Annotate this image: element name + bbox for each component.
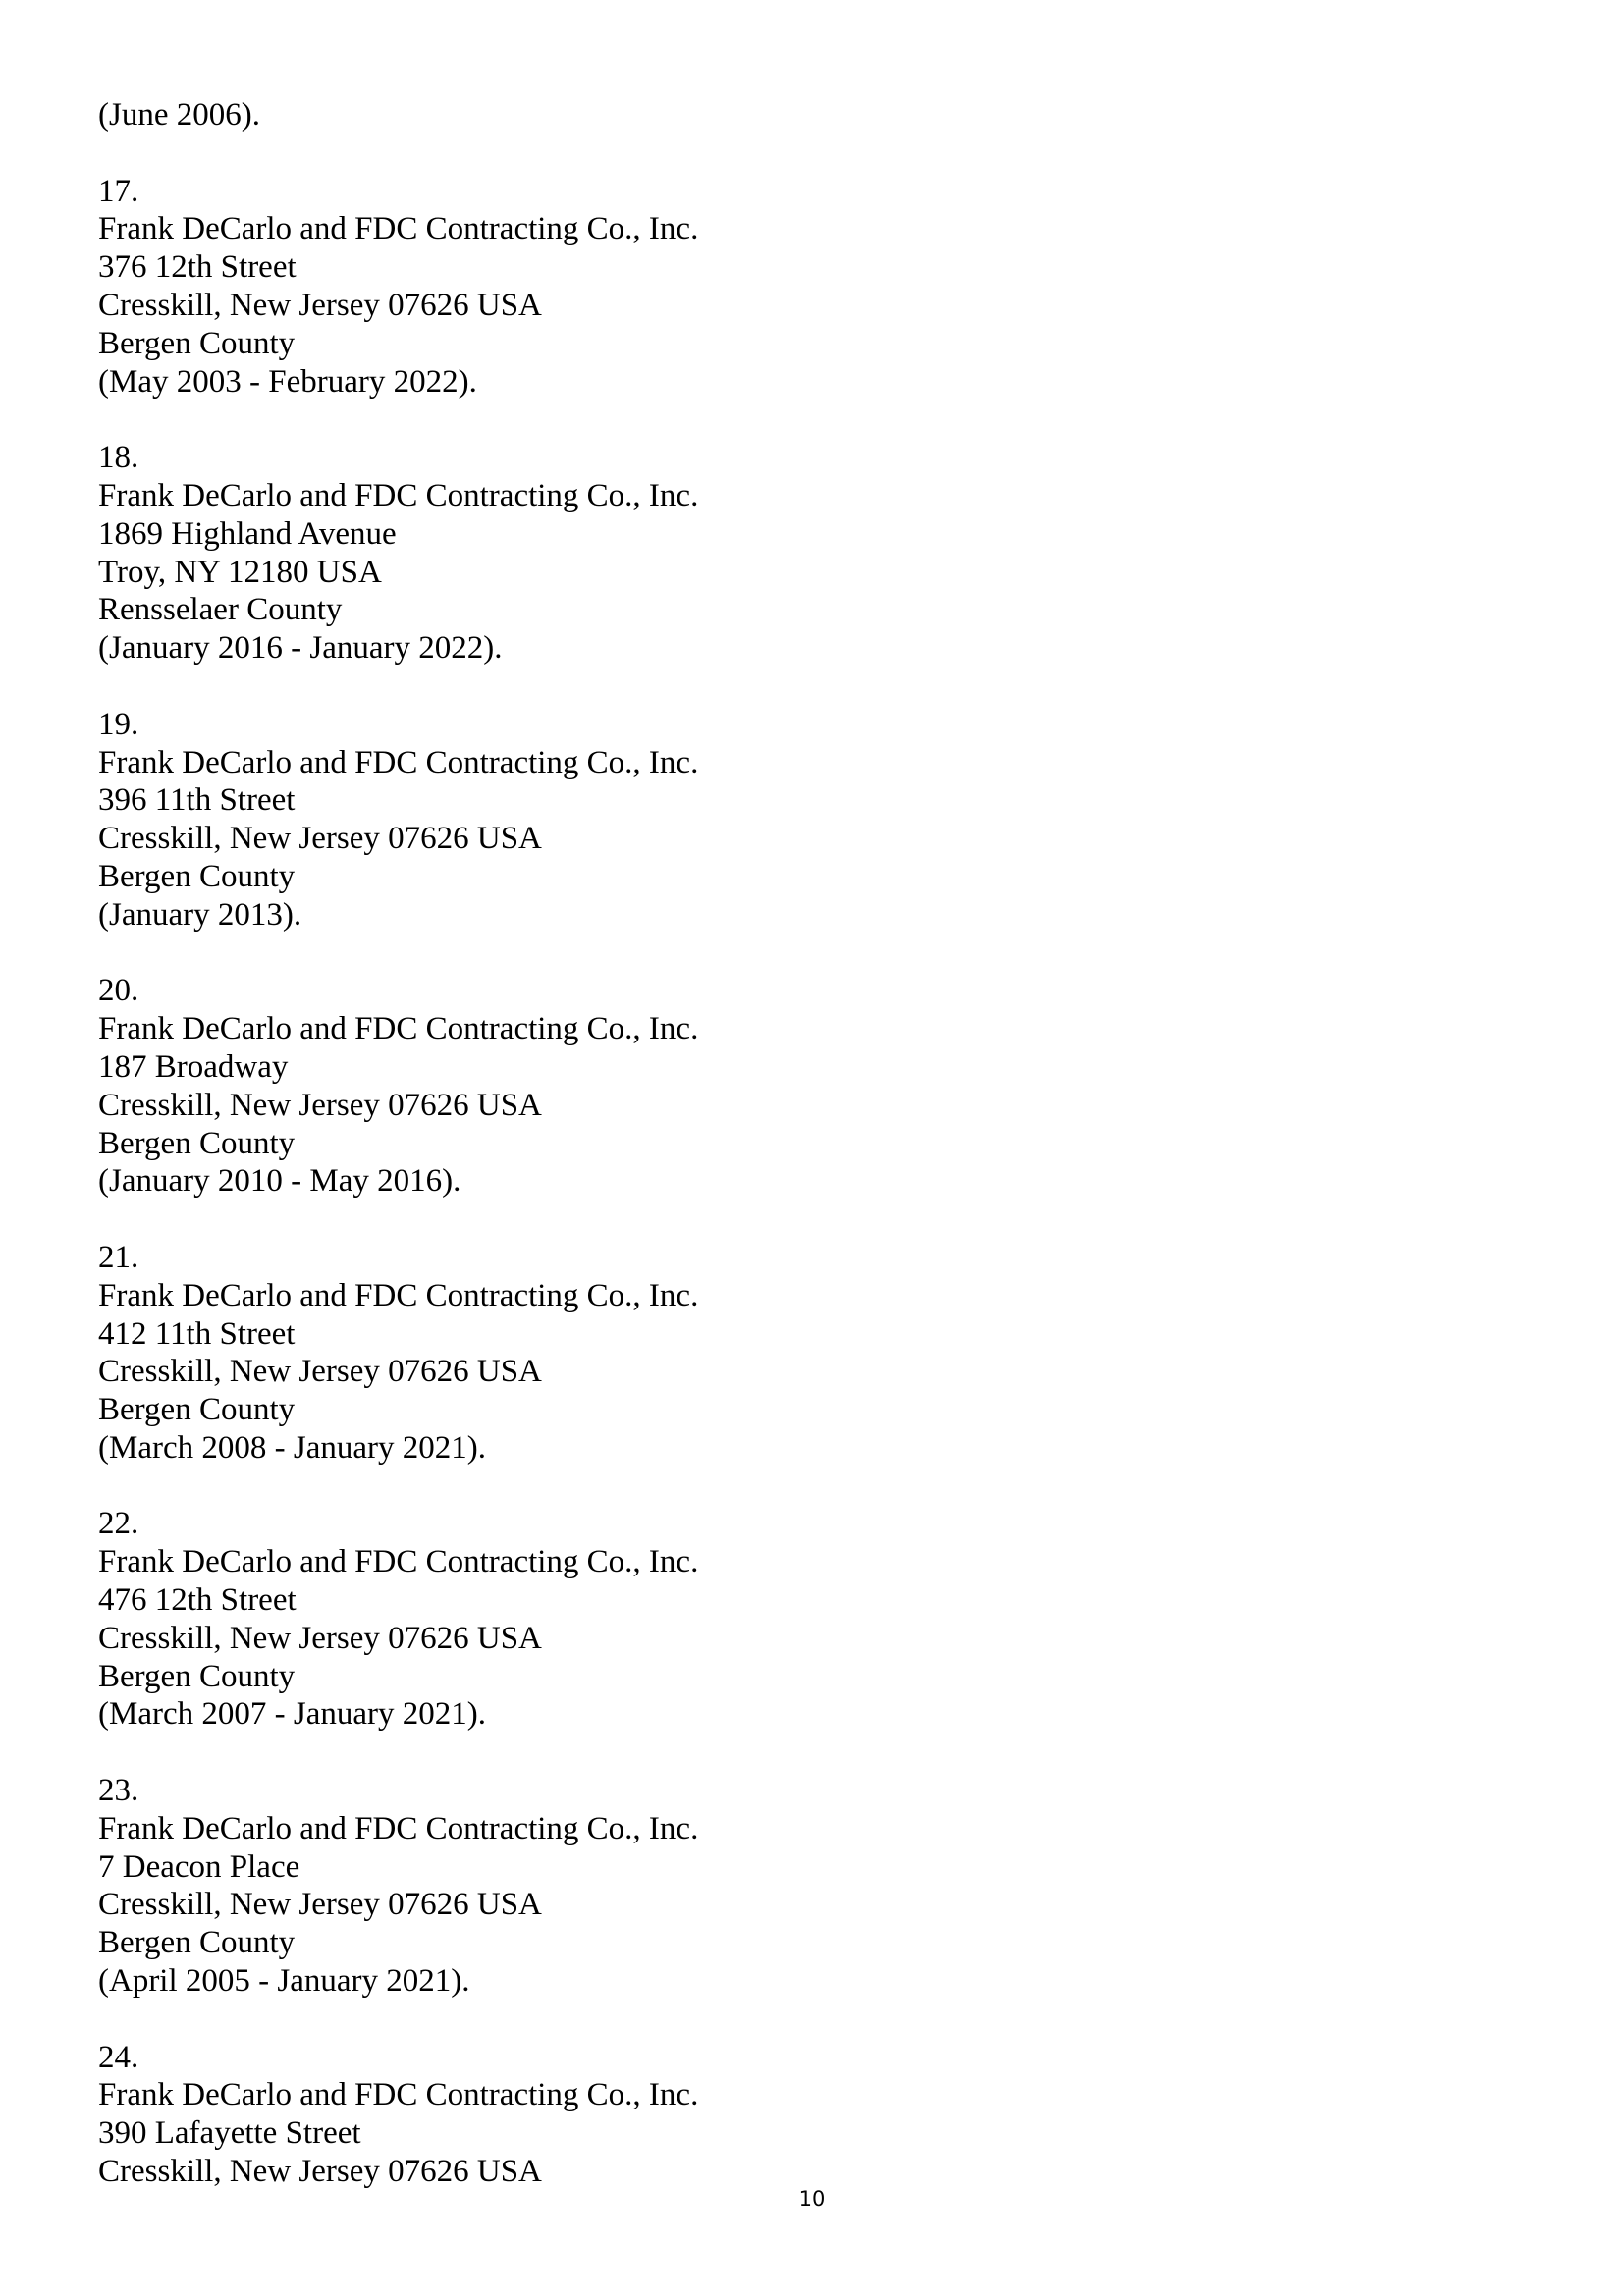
entry-dates: (January 2013). xyxy=(98,896,302,933)
entry-number: 22. xyxy=(98,1506,139,1542)
entry-name: Frank DeCarlo and FDC Contracting Co., Inc. xyxy=(98,2077,699,2113)
entry-number: 19. xyxy=(98,706,139,742)
entry-17 xyxy=(98,173,1473,401)
entry-city: Cresskill, New Jersey 07626 USA xyxy=(98,1087,542,1123)
entry-name: Frank DeCarlo and FDC Contracting Co., Inc. xyxy=(98,744,699,780)
entry-number: 17. xyxy=(98,173,139,209)
entry-county: Bergen County xyxy=(98,1125,296,1161)
entry-dates: (March 2008 - January 2021). xyxy=(98,1429,486,1466)
entry-street: 476 12th Street xyxy=(98,1582,297,1619)
entry-city: Cresskill, New Jersey 07626 USA xyxy=(98,1354,542,1390)
entry-county: Bergen County xyxy=(98,325,296,361)
entry-number: 20. xyxy=(98,973,139,1009)
page-content xyxy=(98,96,1473,2191)
entry-city: Cresskill, New Jersey 07626 USA xyxy=(98,287,542,323)
entry-dates: (January 2016 - January 2022). xyxy=(98,630,503,667)
entry-20 xyxy=(98,972,1473,1201)
entry-city: Cresskill, New Jersey 07626 USA xyxy=(98,1620,542,1656)
entry-street: 412 11th Street xyxy=(98,1315,296,1352)
entry-county: Bergen County xyxy=(98,858,296,894)
entry-street: 187 Broadway xyxy=(98,1048,289,1085)
entry-city: Cresskill, New Jersey 07626 USA xyxy=(98,2154,542,2190)
entry-city: Cresskill, New Jersey 07626 USA xyxy=(98,821,542,857)
entry-county: Rensselaer County xyxy=(98,592,343,628)
entry-name: Frank DeCarlo and FDC Contracting Co., Inc. xyxy=(98,1810,699,1846)
entry-18 xyxy=(98,439,1473,667)
entry-city: Cresskill, New Jersey 07626 USA xyxy=(98,1887,542,1923)
entry-21 xyxy=(98,1239,1473,1468)
entry-19 xyxy=(98,706,1473,934)
entry-number: 18. xyxy=(98,440,139,476)
entry-number: 23. xyxy=(98,1773,139,1809)
entry-22 xyxy=(98,1505,1473,1734)
entry-county: Bergen County xyxy=(98,1392,296,1428)
entry-name: Frank DeCarlo and FDC Contracting Co., Inc. xyxy=(98,1277,699,1313)
lead-line: (June 2006). xyxy=(98,97,260,133)
entry-number: 24. xyxy=(98,2039,139,2075)
entry-23 xyxy=(98,1772,1473,2001)
entry-dates: (April 2005 - January 2021). xyxy=(98,1963,470,2000)
entry-24 xyxy=(98,2039,1473,2191)
entry-county: Bergen County xyxy=(98,1658,296,1694)
entry-street: 396 11th Street xyxy=(98,782,296,819)
entry-name: Frank DeCarlo and FDC Contracting Co., Inc. xyxy=(98,477,699,513)
entry-county: Bergen County xyxy=(98,1925,296,1961)
entry-city: Troy, NY 12180 USA xyxy=(98,554,382,590)
entry-street: 1869 Highland Avenue xyxy=(98,515,397,552)
entry-dates: (May 2003 - February 2022). xyxy=(98,363,477,400)
entry-name: Frank DeCarlo and FDC Contracting Co., Inc. xyxy=(98,1544,699,1580)
page-number: 10 xyxy=(798,2187,826,2211)
entry-street: 7 Deacon Place xyxy=(98,1848,300,1885)
entry-street: 390 Lafayette Street xyxy=(98,2115,361,2152)
entry-name: Frank DeCarlo and FDC Contracting Co., Inc. xyxy=(98,211,699,247)
entry-dates: (January 2010 - May 2016). xyxy=(98,1163,461,1200)
entry-number: 21. xyxy=(98,1239,139,1275)
entry-name: Frank DeCarlo and FDC Contracting Co., Inc. xyxy=(98,1011,699,1047)
entry-street: 376 12th Street xyxy=(98,249,297,286)
entry-dates: (March 2007 - January 2021). xyxy=(98,1696,486,1733)
